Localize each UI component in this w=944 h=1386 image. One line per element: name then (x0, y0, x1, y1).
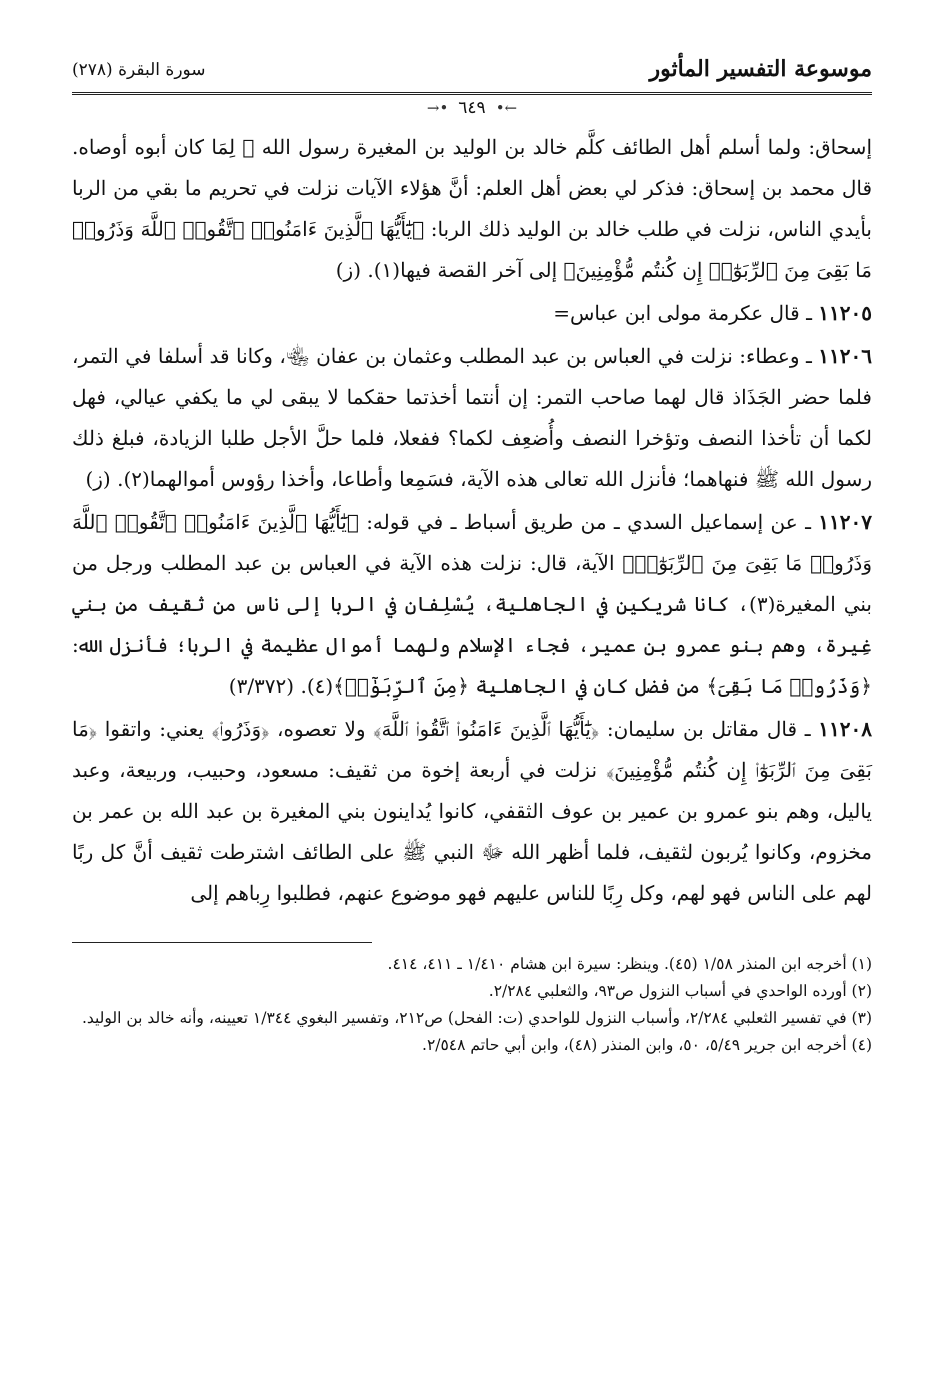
paragraph-text: ـ قال مقاتل بن سليمان: ﴿يَٰٓأَيُّهَا ٱلَّذِينَ ءَامَنُوا۟ ٱتَّقُوا۟ ٱللَّهَ﴾ ولا تعصوه، ﴿وَذَرُوا۟﴾ يعني: واتقوا ﴿مَا بَقِىَ مِنَ ٱلرِّبَوٰٓا۟ إِن كُنتُم مُّؤْمِنِينَ﴾ نزلت في أربعة إخوة من ثقيف: مسعود، وحبيب، وربيعة، وعبد ياليل، وهم بنو عمرو بن عمير بن عوف الثقفي، كانوا يُداينون بني المغيرة بن عبد الله بن عمر بن مخزوم، وكانوا يُربون لثقيف، فلما أظهر الله ﷻ النبي ﷺ على الطائف اشترطت ثقيف أنَّ كل ربًا لهم على الناس فهو لهم، وكل رِبًا للناس عليهم فهو موضوع عنهم، فطلبوا رِباهم إلى (72, 717, 872, 905)
document-page (72, 52, 872, 1059)
hadith-paragraph (72, 502, 872, 707)
paragraph-text: ـ قال عكرمة مولى ابن عباس= (553, 301, 812, 325)
hadith-paragraph (72, 336, 872, 500)
footnote-4: (٤) أخرجه ابن جرير ٥/٤٩، ٥٠، وابن المنذر (٤٨)، وابن أبي حاتم ٢/٥٤٨. (422, 1036, 872, 1054)
surah-label: سورة البقرة (٢٧٨) (72, 60, 206, 80)
hadith-number: ١١٢٠٦ (818, 344, 872, 368)
hadith-number: ١١٢٠٥ (818, 301, 872, 325)
footnote-1: (١) أخرجه ابن المنذر ١/٥٨ (٤٥). وينظر: سيرة ابن هشام ١/٤١٠ ـ ٤١١، ٤١٤. (387, 955, 872, 973)
ornament-right: ←• (495, 99, 518, 117)
paragraph-text: ـ وعطاء: نزلت في العباس بن عبد المطلب وعثمان بن عفان ﵄، وكانا قد أسلفا في التمر، فلما حضر الجَذَاذ قال لهما صاحب التمر: إن أنتما أخذتما حقكما لا يبقى لي ما يكفي عيالي، فهل لكما أن تأخذا النصف وتؤخرا النصف وأُضعِف لكما؟ ففعلا، فلما حلَّ الأجل طلبا الزيادة، فبلغ ذلك رسول الله ﷺ فنهاهما؛ فأنزل الله تعالى هذه الآية، فسَمِعا وأطاعا، وأخذا رؤوس أموالهما(٢). (ز) (72, 344, 872, 491)
footnote-2: (٢) أورده الواحدي في أسباب النزول ص٩٣، والثعلبي ٢/٢٨٤. (488, 982, 872, 1000)
page-header (72, 52, 872, 95)
book-title: موسوعة التفسير المأثور (649, 56, 872, 82)
footnote-separator (72, 942, 372, 943)
paragraph-continuation (72, 127, 872, 291)
hadith-number: ١١٢٠٨ (818, 717, 872, 741)
paragraph-text: ـ عن إسماعيل السدي ـ من طريق أسباط ـ في قوله: ﴿يَٰٓأَيُّهَا ٱلَّذِينَ ءَامَنُوا۟ ٱتَّقُوا۟ ٱللَّهَ وَذَرُوا۟ مَا بَقِىَ مِنَ ٱلرِّبَوٰٓا۟﴾ الآية، قال: نزلت هذه الآية في العباس بن عبد المطلب ورجل من بني المغيرة(٣)، كانا شريكين في الجاهلية، يُسْلِفان في الربا إلى ناس من ثقيف من بني غِيرة، وهم بنو عمرو بن عمير، فجاء الإسلام ولهما أموال عظيمة في الربا؛ فأنزل الله: ﴿وَذَرُوا۟ مَا بَقِىَ﴾ من فضل كان في الجاهلية ﴿مِنَ ٱلرِّبَوٰٓا۟﴾(٤). (٣/٣٧٢) (72, 510, 873, 698)
footnote-3: (٣) في تفسير الثعلبي ٢/٢٨٤، وأسباب النزول للواحدي (ت: الفحل) ص٢١٢، وتفسير البغوي ١/٣٤٤ تعيينه، وأنه خالد بن الوليد. (81, 1009, 872, 1027)
footnotes (72, 951, 872, 1059)
hadith-paragraph (72, 293, 872, 334)
ornament-left: •→ (426, 99, 449, 117)
hadith-paragraph (72, 709, 872, 914)
page-number: ٦٤٩ (458, 98, 486, 118)
hadith-number: ١١٢٠٧ (818, 510, 873, 534)
main-text (72, 127, 872, 914)
page-number-row (72, 93, 872, 123)
paragraph-text: إسحاق: ولما أسلم أهل الطائف كلَّم خالد بن الوليد بن المغيرة رسول الله ﷺ لِمَا كان أبوه أوصاه. قال محمد بن إسحاق: فذكر لي بعض أهل العلم: أنَّ هؤلاء الآيات نزلت في تحريم ما بقي من الربا بأيدي الناس، نزلت في طلب خالد بن الوليد ذلك الربا: ﴿يَٰٓأَيُّهَا ٱلَّذِينَ ءَامَنُوا۟ ٱتَّقُوا۟ ٱللَّهَ وَذَرُوا۟ مَا بَقِىَ مِنَ ٱلرِّبَوٰٓا۟ إِن كُنتُم مُّؤْمِنِينَ﴾ إلى آخر القصة فيها(١). (ز) (72, 135, 872, 282)
